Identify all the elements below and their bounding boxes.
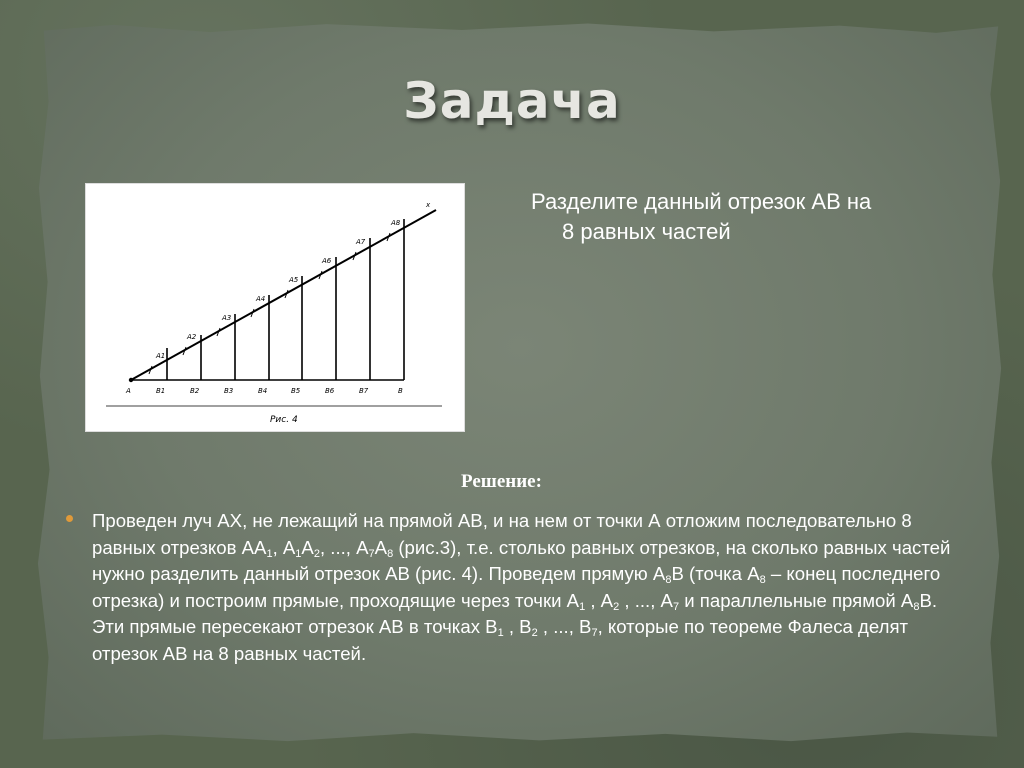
ray-ax — [131, 210, 436, 380]
label-b4: B4 — [258, 387, 268, 395]
label-b3: B3 — [224, 387, 234, 395]
point-a-dot — [129, 378, 133, 382]
label-a4: A4 — [256, 295, 266, 303]
task-line-2: 8 равных частей — [562, 219, 731, 244]
label-b: B — [398, 387, 403, 395]
label-b2: B2 — [190, 387, 200, 395]
label-b7: B7 — [359, 387, 369, 395]
label-a7: A7 — [356, 238, 366, 246]
geometry-figure — [85, 183, 465, 432]
solution-text: Проведен луч АХ, не лежащий на прямой АВ, и на нем от точки А отложим последовательно 8 равных отрезков $АА_1$, $А_1А_2$, ..., $А_7А_8$ (рис.3), т.е. столько равных отрезков, на сколько равных частей нужно разделить данный отрезок АВ (рис. 4). Проведем прямую $А_8В$ (точка $А_8$ – конец последнего отрезка) и построим прямые, проходящие через точки $А_1$ , $А_2$ , ..., $А_7$ и параллельные прямой $А_8В$. Эти прямые пересекают отрезок АВ в точках $В_1$ , $В_2$ , ..., $В_7$, которые по теореме Фалеса делят отрезок АВ на 8 равных частей. — [92, 510, 951, 664]
label-b6: B6 — [325, 387, 335, 395]
label-a1: A1 — [156, 352, 166, 360]
solution-heading: Решение: — [461, 471, 542, 492]
label-a8: A8 — [391, 219, 401, 227]
figure-caption: Рис. 4 — [270, 415, 298, 425]
label-a6: A6 — [322, 257, 332, 265]
task-line-1: Разделите данный отрезок АВ на — [531, 189, 872, 214]
label-x: x — [426, 201, 431, 209]
label-a: A — [126, 387, 131, 395]
label-a5: A5 — [289, 276, 299, 284]
figure-drawing — [86, 184, 464, 431]
label-a2: A2 — [187, 333, 197, 341]
task-statement — [531, 187, 981, 247]
label-b5: B5 — [291, 387, 301, 395]
bullet-icon — [66, 515, 73, 522]
label-b1: B1 — [156, 387, 166, 395]
label-a3: A3 — [222, 314, 232, 322]
slide-title: Задача — [403, 72, 621, 130]
parallel-lines — [167, 219, 404, 380]
